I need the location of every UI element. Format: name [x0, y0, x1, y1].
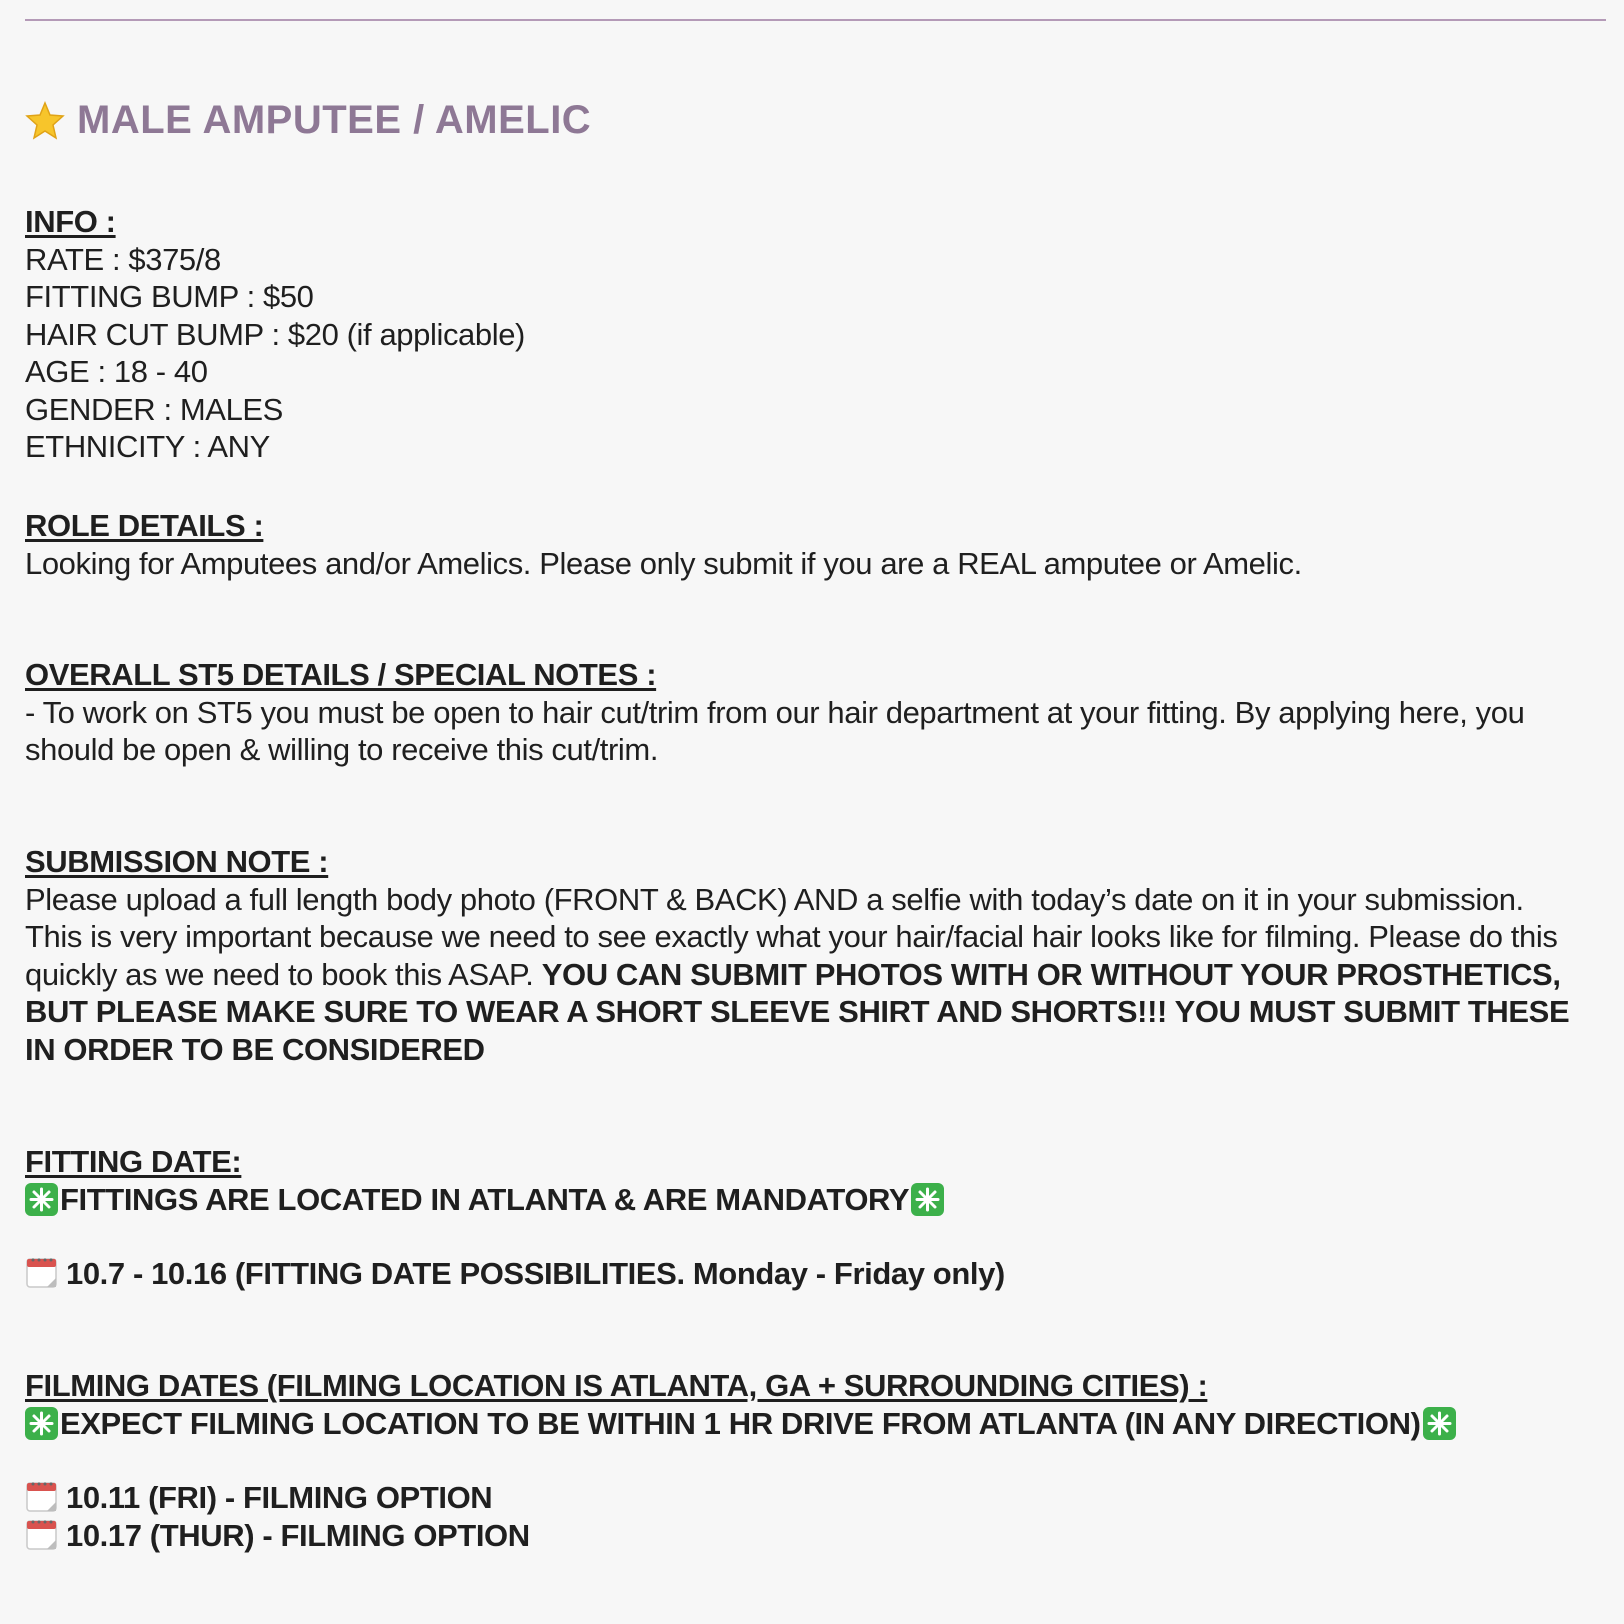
star-icon [25, 101, 65, 141]
calendar-icon [25, 1256, 58, 1289]
overall-header: OVERALL ST5 DETAILS / SPECIAL NOTES : [25, 657, 657, 692]
submission-section [25, 843, 1585, 1068]
info-gender: GENDER : MALES [25, 391, 283, 427]
page-title [25, 98, 591, 143]
sparkle-icon [911, 1183, 944, 1216]
fitting-date-text: 10.7 - 10.16 (FITTING DATE POSSIBILITIES. Monday - Friday only) [66, 1256, 1005, 1291]
submission-body [25, 881, 1585, 1069]
info-ethnicity: ETHNICITY : ANY [25, 429, 270, 464]
role-text: Looking for Amputees and/or Amelics. Please only submit if you are a REAL amputee or Amelic. [25, 545, 1302, 581]
info-rate: RATE : $375/8 [25, 241, 221, 277]
role-section [25, 507, 1585, 582]
sparkle-icon [25, 1407, 58, 1440]
fitting-header: FITTING DATE: [25, 1144, 242, 1179]
fitting-section [25, 1143, 1585, 1293]
filming-section [25, 1367, 1585, 1554]
filming-header: FILMING DATES (FILMING LOCATION IS ATLANTA, GA + SURROUNDING CITIES) : [25, 1368, 1208, 1403]
info-section [25, 203, 1585, 466]
submission-bold-text: YOU CAN SUBMIT PHOTOS WITH OR WITHOUT YOUR PROSTHETICS, BUT PLEASE MAKE SURE TO WEAR A SHORT SLEEVE SHIRT AND SHORTS!!! YOU MUST SUBMIT THESE IN ORDER TO BE CONSIDERED [25, 956, 1570, 1067]
sparkle-icon [25, 1183, 58, 1216]
info-haircut-bump: HAIR CUT BUMP : $20 (if applicable) [25, 316, 525, 352]
title-text: MALE AMPUTEE / AMELIC [77, 98, 592, 142]
fitting-notice [25, 1181, 1585, 1219]
info-age: AGE : 18 - 40 [25, 354, 208, 389]
top-divider [25, 19, 1606, 21]
filming-date-1-text: 10.11 (FRI) - FILMING OPTION [66, 1480, 493, 1515]
overall-text: - To work on ST5 you must be open to hair cut/trim from our hair department at your fitting. By applying here, you should be open & willing to receive this cut/trim. [25, 694, 1525, 767]
calendar-icon [25, 1518, 58, 1551]
calendar-icon [25, 1480, 58, 1513]
submission-text: Please upload a full length body photo (FRONT & BACK) AND a selfie with today’s date on it in your submission. This is very important because we need to see exactly what your hair/facial hair looks like for filming. Please do this quickly as we need to book this ASAP. [25, 881, 1558, 992]
info-fitting-bump: FITTING BUMP : $50 [25, 279, 314, 314]
filming-date-1 [25, 1479, 1585, 1517]
filming-date-2-text: 10.17 (THUR) - FILMING OPTION [66, 1517, 530, 1553]
filming-notice [25, 1405, 1585, 1443]
submission-header: SUBMISSION NOTE : [25, 844, 329, 879]
filming-date-2 [25, 1517, 1585, 1555]
overall-section [25, 656, 1585, 769]
info-header: INFO : [25, 204, 116, 239]
fitting-date [25, 1255, 1585, 1293]
fitting-notice-text: FITTINGS ARE LOCATED IN ATLANTA & ARE MANDATORY [60, 1181, 910, 1217]
sparkle-icon [1423, 1407, 1456, 1440]
role-header: ROLE DETAILS : [25, 508, 264, 543]
filming-notice-text: EXPECT FILMING LOCATION TO BE WITHIN 1 HR DRIVE FROM ATLANTA (IN ANY DIRECTION) [60, 1405, 1421, 1441]
